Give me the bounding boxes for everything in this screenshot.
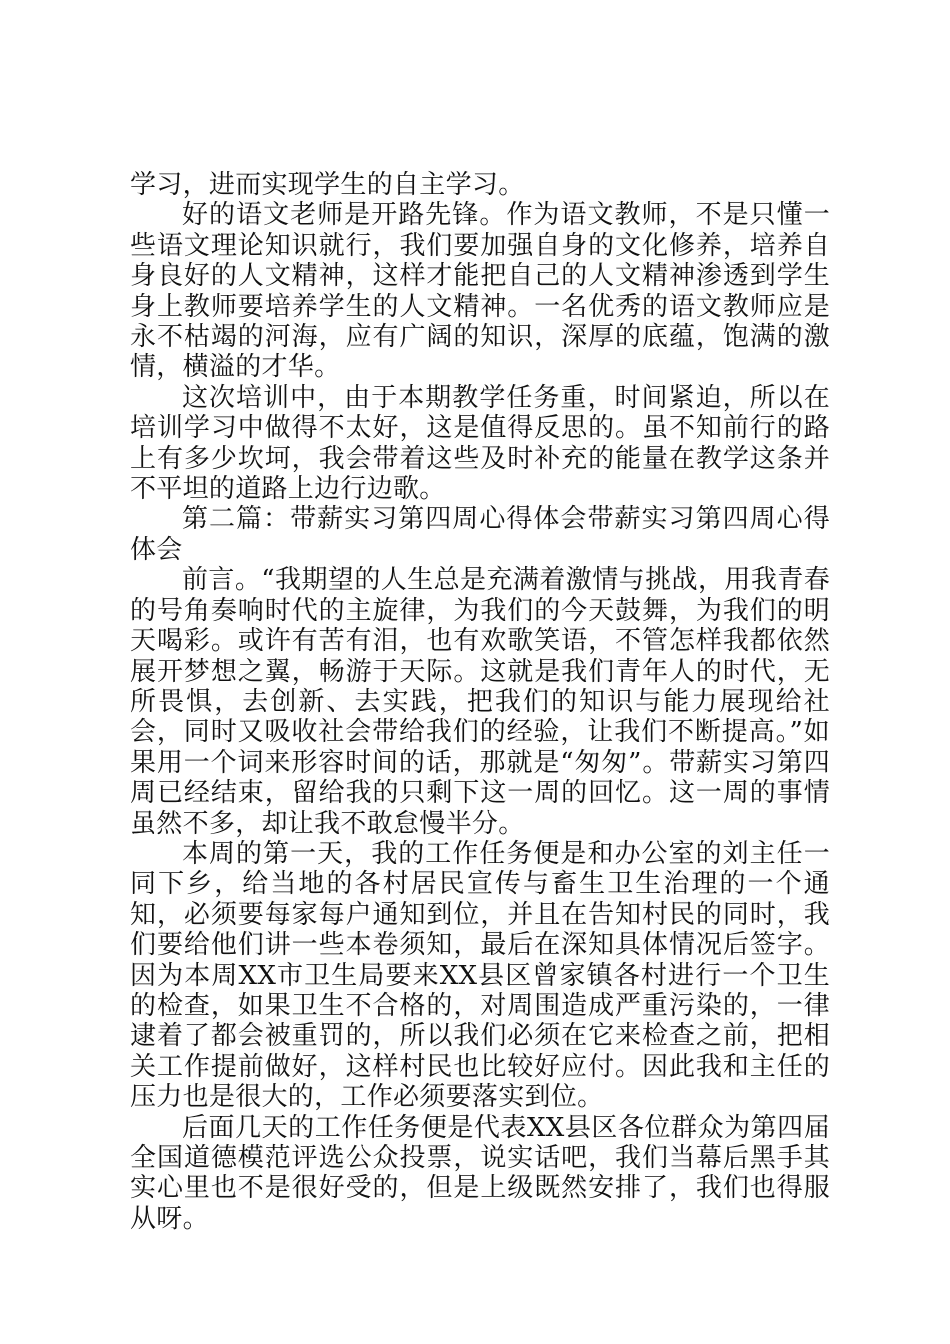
paragraph-chinese-teacher: 好的语文老师是开路先锋。作为语文教师，不是只懂一些语文理论知识就行，我们要加强自身的文化修养，培养自身良好的人文精神，这样才能把自己的人文精神渗透到学生身上教师要培养学生的人文精神。一名优秀的语文教师应是永不枯竭的河海，应有广阔的知识，深厚的底蕴，饱满的激情，横溢的才华。 (130, 200, 830, 383)
section-heading: 第二篇：带薪实习第四周心得体会带薪实习第四周心得体会 (130, 504, 830, 565)
paragraph-training-reflection: 这次培训中，由于本期教学任务重，时间紧迫，所以在培训学习中做得不太好，这是值得反思的。虽不知前行的路上有多少坎坷，我会带着这些及时补充的能量在教学这条并不平坦的道路上边行边歌。 (130, 382, 830, 505)
paragraph-first-day: 本周的第一天，我的工作任务便是和办公室的刘主任一同下乡，给当地的各村居民宣传与畜生卫生治理的一个通知，必须要每家每户通知到位，并且在告知村民的同时，我们要给他们讲一些本卷须知，最后在深知具体情况后签字。因为本周XX市卫生局要来XX县区曾家镇各村进行一个卫生的检查，如果卫生不合格的，对周围造成严重污染的，一律逮着了都会被重罚的，所以我们必须在它来检查之前，把相关工作提前做好，这样村民也比较好应付。因此我和主任的压力也是很大的，工作必须要落实到位。 (130, 838, 830, 1113)
paragraph-preface: 前言。“我期望的人生总是充满着激情与挑战，用我青春的号角奏响时代的主旋律，为我们的今天鼓舞，为我们的明天喝彩。或许有苦有泪，也有欢歌笑语，不管怎样我都依然展开梦想之翼，畅游于天际。这就是我们青年人的时代，无所畏惧，去创新、去实践，把我们的知识与能力展现给社会，同时又吸收社会带给我们的经验，让我们不断提高。”如果用一个词来形容时间的话，那就是“匆匆”。带薪实习第四周已经结束，留给我的只剩下这一周的回忆。这一周的事情虽然不多，却让我不敢怠慢半分。 (130, 565, 830, 839)
paragraph-continuation: 学习，进而实现学生的自主学习。 (130, 170, 525, 200)
document-body (130, 170, 830, 1234)
paragraph-later-days: 后面几天的工作任务便是代表XX县区各位群众为第四届全国道德模范评选公众投票，说实话吧，我们当幕后黑手其实心里也不是很好受的，但是上级既然安排了，我们也得服从呀。 (130, 1112, 830, 1234)
